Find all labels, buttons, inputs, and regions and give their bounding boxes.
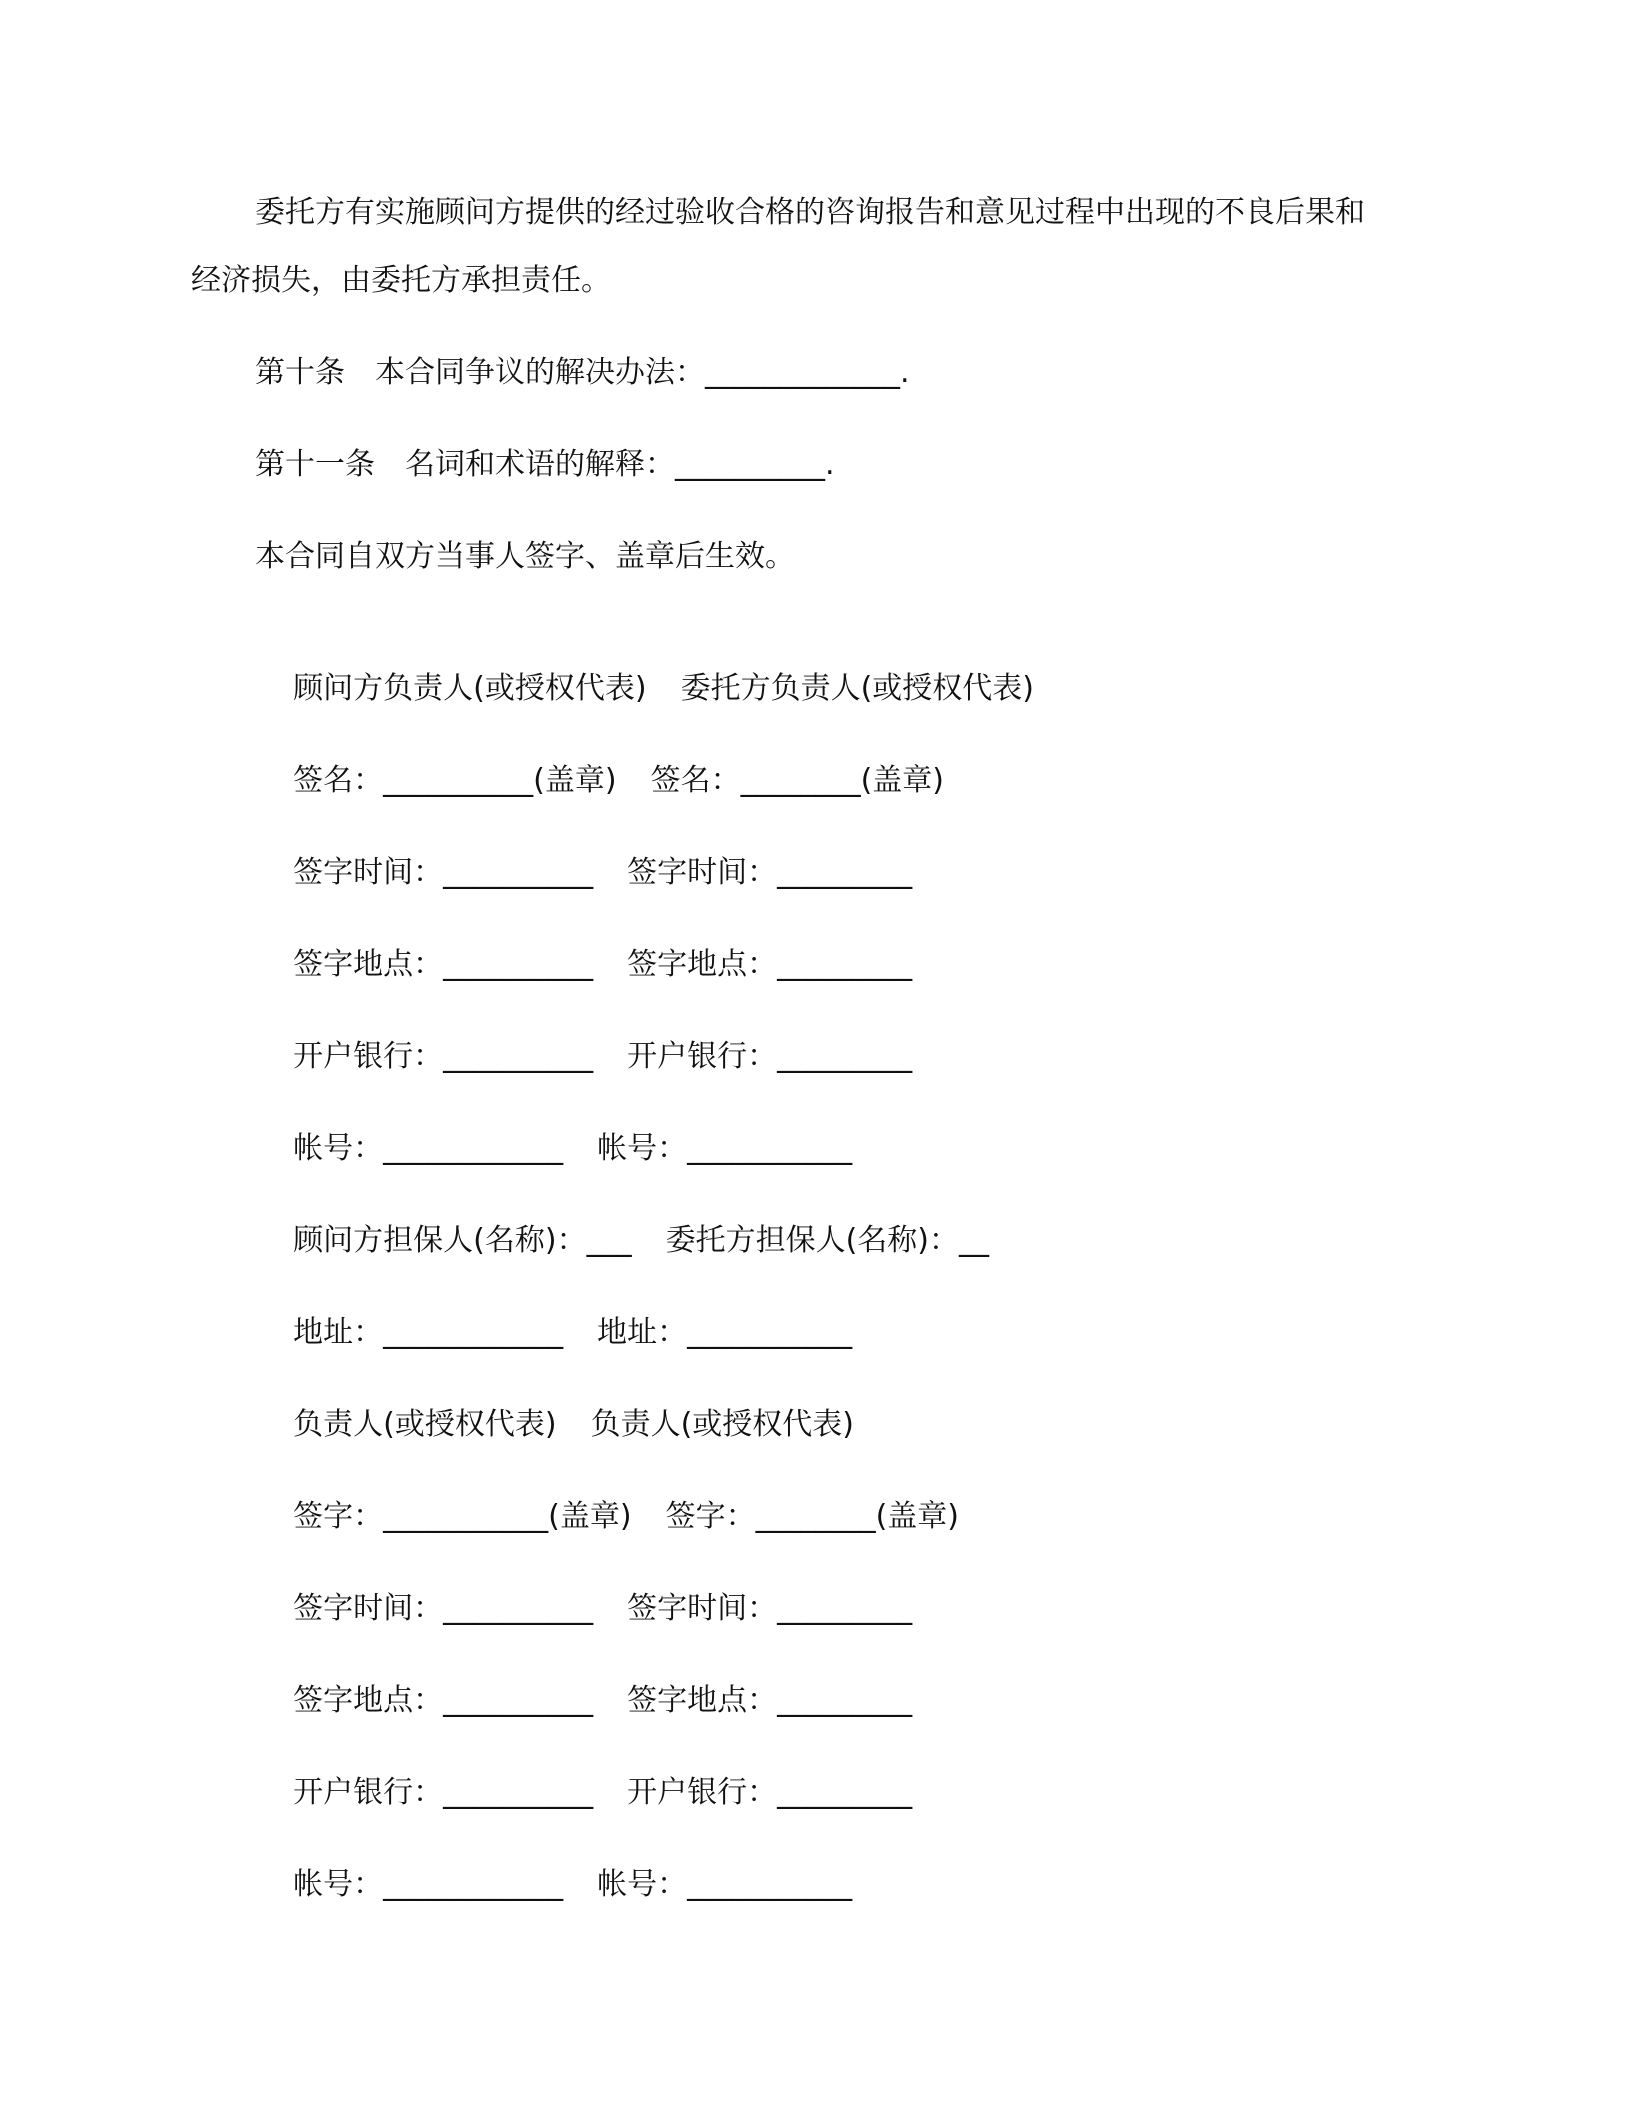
client-guarantor-address: 地址：___________: [597, 1315, 853, 1350]
client-guarantor: 委托方担保人(名称)：__: [665, 1223, 989, 1258]
consultant-sign-name: 签名：__________(盖章): [293, 763, 617, 798]
consultant-guarantor-account: 帐号：____________: [293, 1867, 564, 1902]
consultant-guarantor-sign-time: 签字时间：__________: [293, 1591, 594, 1626]
client-rep-heading: 委托方负责人(或授权代表): [680, 671, 1034, 706]
client-account: 帐号：___________: [597, 1131, 853, 1166]
article-11: 第十一条 名词和术语的解释：__________.: [255, 447, 835, 482]
consultant-rep-heading: 顾问方负责人(或授权代表): [293, 671, 647, 706]
consultant-account: 帐号：____________: [293, 1131, 564, 1166]
consultant-guarantor: 顾问方担保人(名称)：___: [293, 1223, 632, 1258]
client-guarantor-rep: 负责人(或授权代表): [590, 1407, 854, 1442]
consultant-guarantor-bank: 开户银行：__________: [293, 1775, 594, 1810]
client-sign-place: 签字地点：_________: [627, 947, 913, 982]
article-10: 第十条 本合同争议的解决办法：_____________.: [255, 355, 910, 390]
effective-clause: 本合同自双方当事人签字、盖章后生效。: [255, 539, 795, 574]
consultant-guarantor-sign: 签字：___________(盖章): [293, 1499, 632, 1534]
consultant-sign-place: 签字地点：__________: [293, 947, 594, 982]
client-guarantor-sign-time: 签字时间：_________: [627, 1591, 913, 1626]
client-guarantor-sign: 签字：________(盖章): [665, 1499, 959, 1534]
client-bank: 开户银行：_________: [627, 1039, 913, 1074]
consultant-guarantor-sign-place: 签字地点：__________: [293, 1683, 594, 1718]
consultant-guarantor-rep: 负责人(或授权代表): [293, 1407, 557, 1442]
client-sign-time: 签字时间：_________: [627, 855, 913, 890]
consultant-sign-time: 签字时间：__________: [293, 855, 594, 890]
intro-line-2: 经济损失，由委托方承担责任。: [191, 263, 611, 298]
consultant-guarantor-address: 地址：____________: [293, 1315, 564, 1350]
intro-line-1: 委托方有实施顾问方提供的经过验收合格的咨询报告和意见过程中出现的不良后果和: [255, 195, 1365, 230]
client-guarantor-account: 帐号：___________: [597, 1867, 853, 1902]
client-sign-name: 签名：________(盖章): [650, 763, 944, 798]
client-guarantor-sign-place: 签字地点：_________: [627, 1683, 913, 1718]
client-guarantor-bank: 开户银行：_________: [627, 1775, 913, 1810]
consultant-bank: 开户银行：__________: [293, 1039, 594, 1074]
account-row-2: [255, 1825, 852, 1945]
